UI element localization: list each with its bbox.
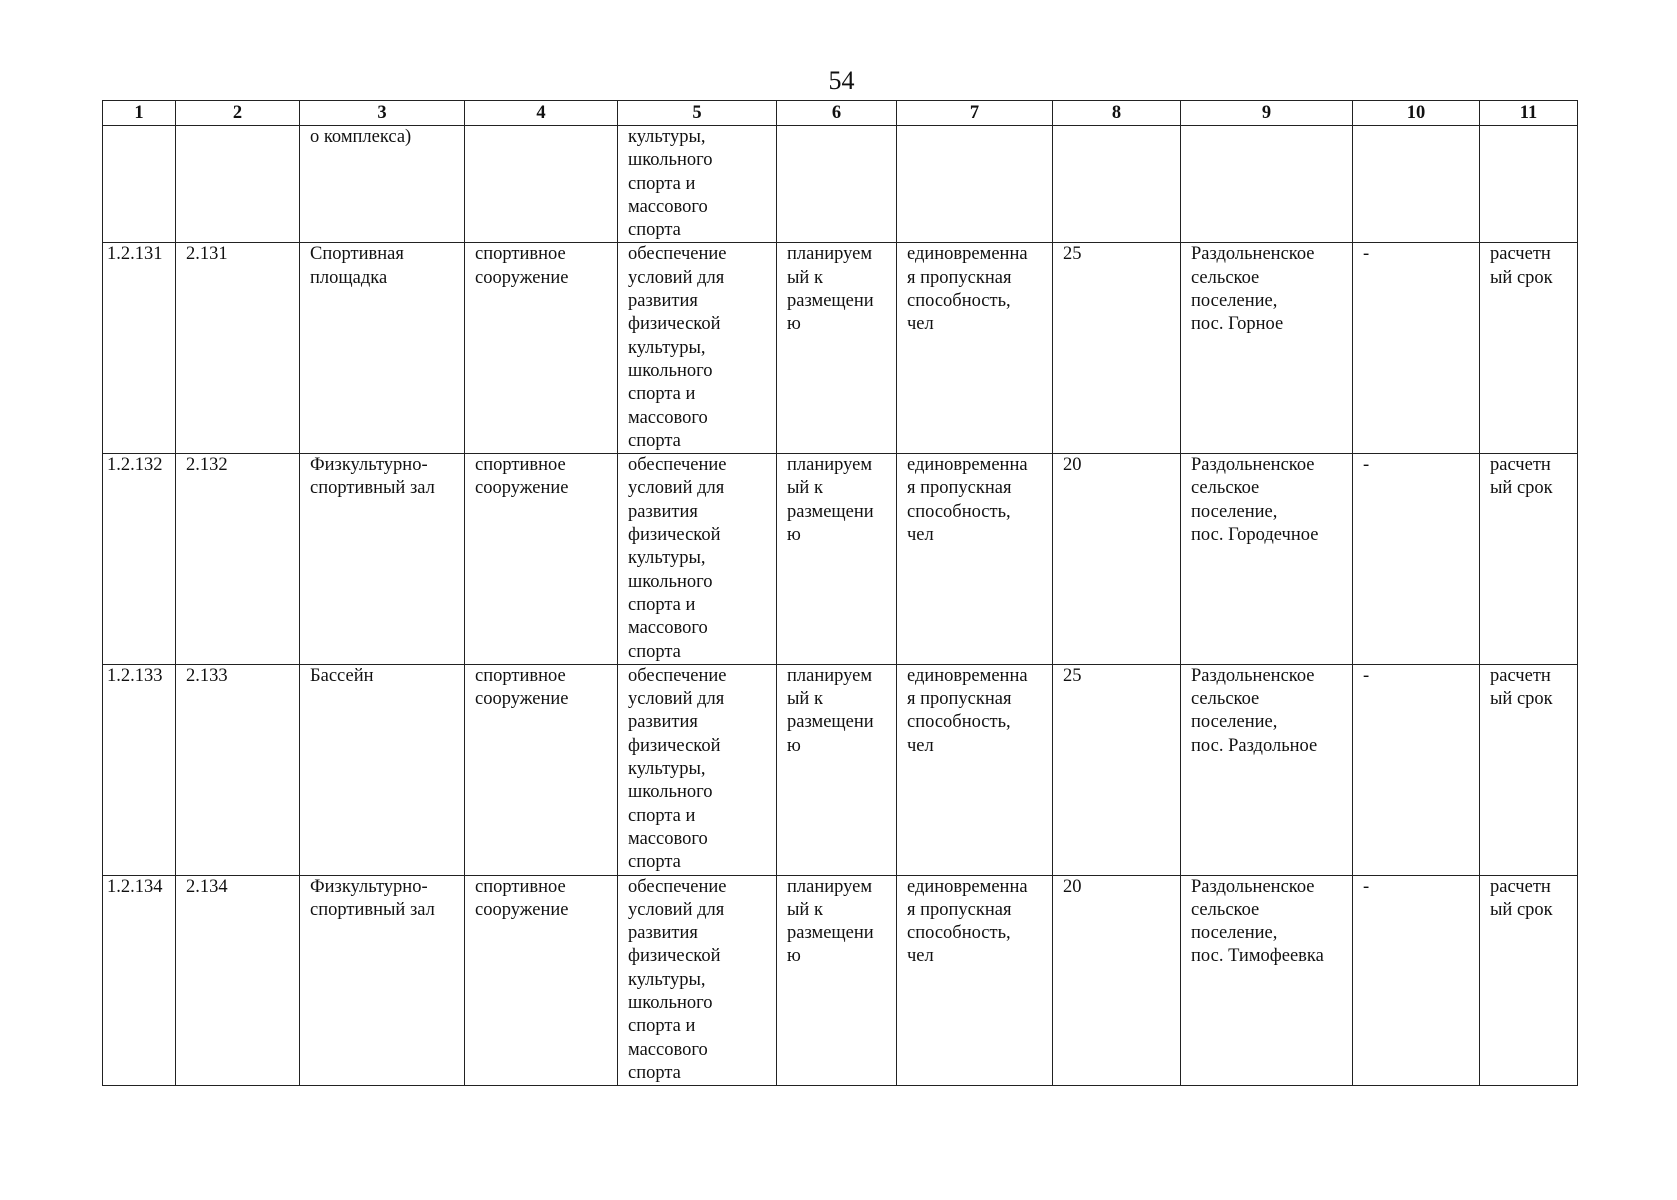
cell-object-type: спортивное сооружение: [465, 664, 618, 875]
cell-object-name: Физкультурно- спортивный зал: [300, 875, 465, 1086]
cell-code: 2.131: [176, 243, 300, 454]
cell-zone: [1353, 126, 1480, 243]
cell-status: [777, 126, 897, 243]
cell-object-name: о комплекса): [300, 126, 465, 243]
cell-zone: -: [1353, 454, 1480, 665]
cell-value: 20: [1053, 454, 1181, 665]
cell-purpose: обеспечение условий для развития физической культуры, школьного спорта и массового спорта: [618, 454, 777, 665]
cell-status: планируем ый к размещени ю: [777, 454, 897, 665]
cell-term: [1480, 126, 1578, 243]
cell-characteristic: единовременна я пропускная способность, чел: [897, 875, 1053, 1086]
column-header: 8: [1053, 101, 1181, 126]
table-row: [103, 243, 1578, 454]
page-number: 54: [828, 66, 855, 95]
document-table: [102, 100, 1578, 1086]
cell-value: 25: [1053, 664, 1181, 875]
cell-code: 2.132: [176, 454, 300, 665]
cell-object-type: спортивное сооружение: [465, 875, 618, 1086]
cell-code: [176, 126, 300, 243]
cell-zone: -: [1353, 875, 1480, 1086]
column-header: 6: [777, 101, 897, 126]
column-header: 2: [176, 101, 300, 126]
cell-value: [1053, 126, 1181, 243]
cell-status: планируем ый к размещени ю: [777, 875, 897, 1086]
cell-location: Раздольненское сельское поселение, пос. Раздольное: [1181, 664, 1353, 875]
cell-term: расчетн ый срок: [1480, 454, 1578, 665]
cell-object-type: спортивное сооружение: [465, 454, 618, 665]
cell-characteristic: [897, 126, 1053, 243]
cell-term: расчетн ый срок: [1480, 243, 1578, 454]
column-header: 1: [103, 101, 176, 126]
continuation-row: [103, 126, 1578, 243]
cell-object-type: спортивное сооружение: [465, 243, 618, 454]
cell-object-name: Физкультурно- спортивный зал: [300, 454, 465, 665]
cell-code: 2.134: [176, 875, 300, 1086]
cell-index: 1.2.131: [103, 243, 176, 454]
cell-index: 1.2.133: [103, 664, 176, 875]
cell-location: [1181, 126, 1353, 243]
cell-purpose: культуры, школьного спорта и массового спорта: [618, 126, 777, 243]
column-header: 3: [300, 101, 465, 126]
column-header: 7: [897, 101, 1053, 126]
table-row: [103, 454, 1578, 665]
column-header: 5: [618, 101, 777, 126]
cell-zone: -: [1353, 243, 1480, 454]
cell-characteristic: единовременна я пропускная способность, чел: [897, 243, 1053, 454]
cell-zone: -: [1353, 664, 1480, 875]
cell-index: 1.2.134: [103, 875, 176, 1086]
cell-location: Раздольненское сельское поселение, пос. Тимофеевка: [1181, 875, 1353, 1086]
cell-characteristic: единовременна я пропускная способность, чел: [897, 454, 1053, 665]
cell-index: [103, 126, 176, 243]
column-header: 11: [1480, 101, 1578, 126]
cell-term: расчетн ый срок: [1480, 664, 1578, 875]
cell-purpose: обеспечение условий для развития физической культуры, школьного спорта и массового спорта: [618, 875, 777, 1086]
column-header: 4: [465, 101, 618, 126]
cell-purpose: обеспечение условий для развития физической культуры, школьного спорта и массового спорта: [618, 243, 777, 454]
column-header: 9: [1181, 101, 1353, 126]
cell-code: 2.133: [176, 664, 300, 875]
column-header: 10: [1353, 101, 1480, 126]
cell-term: расчетн ый срок: [1480, 875, 1578, 1086]
cell-location: Раздольненское сельское поселение, пос. Горное: [1181, 243, 1353, 454]
cell-object-name: Спортивная площадка: [300, 243, 465, 454]
cell-object-type: [465, 126, 618, 243]
cell-status: планируем ый к размещени ю: [777, 664, 897, 875]
table-row: [103, 875, 1578, 1086]
cell-location: Раздольненское сельское поселение, пос. Городечное: [1181, 454, 1353, 665]
cell-value: 25: [1053, 243, 1181, 454]
cell-object-name: Бассейн: [300, 664, 465, 875]
cell-characteristic: единовременна я пропускная способность, чел: [897, 664, 1053, 875]
column-number-header-row: [103, 101, 1578, 126]
cell-value: 20: [1053, 875, 1181, 1086]
cell-index: 1.2.132: [103, 454, 176, 665]
cell-purpose: обеспечение условий для развития физической культуры, школьного спорта и массового спорта: [618, 664, 777, 875]
cell-status: планируем ый к размещени ю: [777, 243, 897, 454]
table-row: [103, 664, 1578, 875]
